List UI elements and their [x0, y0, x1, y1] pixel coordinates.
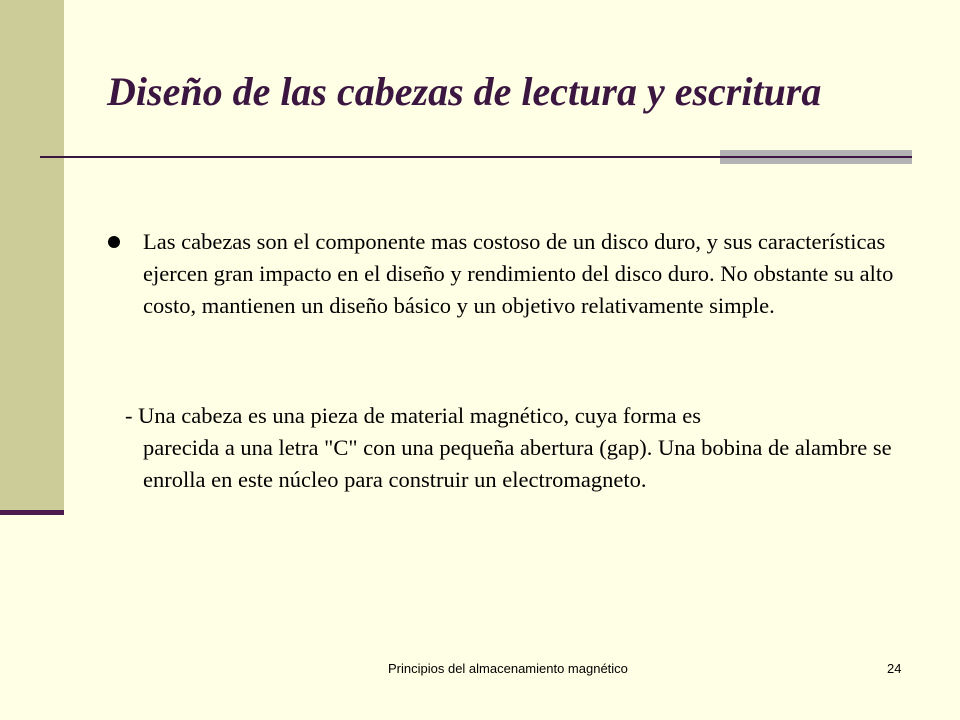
- page-number: 24: [887, 661, 902, 676]
- dash-paragraph-continuation: parecida a una letra "C" con una pequeña abertura (gap). Una bobina de alambre se enrolla en este núcleo para construir un electromagneto.: [143, 435, 892, 492]
- slide-title: Diseño de las cabezas de lectura y escritura: [107, 69, 822, 114]
- bullet-dot-icon: [108, 236, 120, 248]
- dash-paragraph-first-line: - Una cabeza es una pieza de material magnético, cuya forma es: [125, 403, 701, 428]
- dash-paragraph: [125, 400, 915, 496]
- footer-title: Principios del almacenamiento magnético: [388, 661, 628, 676]
- bullet-paragraph: Las cabezas son el componente mas costoso de un disco duro, y sus características ejercen gran impacto en el diseño y rendimiento del disco duro. No obstante su alto costo, mantienen un diseño básico y un objetivo relativamente simple.: [143, 229, 894, 318]
- left-decorative-bar: [0, 0, 64, 512]
- title-underline-overlay: [720, 156, 912, 158]
- left-bar-accent-line: [0, 510, 64, 515]
